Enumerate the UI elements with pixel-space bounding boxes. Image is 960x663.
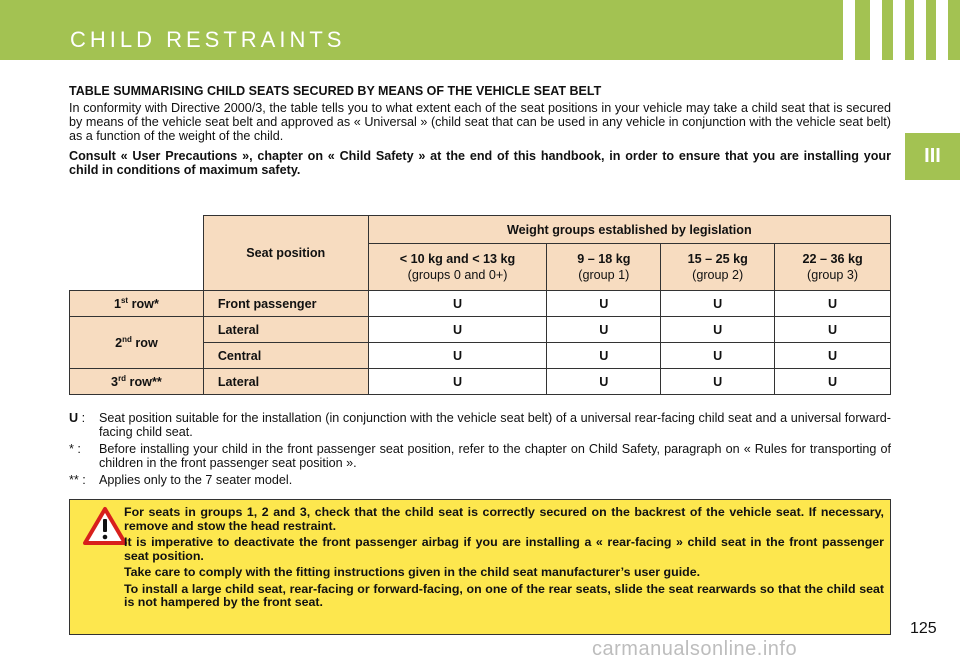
note-item (69, 442, 891, 470)
seat-label: Central (203, 343, 368, 369)
header-stripe (893, 0, 905, 60)
table-cell: U (775, 317, 891, 343)
page-number: 125 (910, 620, 937, 637)
warning-triangle-icon (82, 506, 128, 546)
table-cell: U (547, 317, 661, 343)
table-cell: U (661, 369, 775, 395)
table-cell: U (775, 369, 891, 395)
table-cell: U (661, 343, 775, 369)
note-key: * : (69, 442, 81, 456)
section-heading: TABLE SUMMARISING CHILD SEATS SECURED BY MEANS OF THE VEHICLE SEAT BELT (69, 84, 602, 98)
seat-position-header: Seat position (203, 216, 368, 291)
header-stripe (870, 0, 882, 60)
note-item (69, 411, 891, 439)
group-header: 15 – 25 kg (group 2) (661, 244, 775, 291)
chapter-tab: III (905, 133, 960, 180)
row-label: 3rd row** (70, 369, 204, 395)
intro-paragraph: In conformity with Directive 2000/3, the table tells you to what extent each of the seat positions in your vehicle may take a child seat that is secured by means of the vehicle seat belt and approved as « Universal » (child seat that can be used in any vehicle in conjunction with the vehicle seat belt) as a function of the weight of the child. (69, 101, 891, 143)
table-notes (69, 411, 891, 490)
header-stripe (936, 0, 948, 60)
table-cell: U (547, 291, 661, 317)
warning-line: Take care to comply with the fitting instructions given in the child seat manufacturer’s user guide. (124, 565, 701, 579)
note-text: Seat position suitable for the installation (in conjunction with the vehicle seat belt) of a universal rear-facing child seat and a universal forward-facing child seat. (99, 411, 891, 439)
note-item (69, 473, 891, 487)
warning-box (69, 499, 891, 635)
table-cell: U (368, 317, 547, 343)
child-seat-table (69, 215, 891, 395)
row-label: 2nd row (70, 317, 204, 369)
table-cell: U (368, 291, 547, 317)
table-cell: U (547, 343, 661, 369)
table-corner-blank (70, 216, 204, 291)
table-cell: U (368, 369, 547, 395)
table-cell: U (368, 343, 547, 369)
table-row (70, 317, 891, 343)
table-cell: U (547, 369, 661, 395)
page-header-bar (0, 0, 960, 60)
warning-text (124, 506, 884, 613)
note-text: Before installing your child in the front passenger seat position, refer to the chapter on Child Safety, paragraph on « Rules for transporting of children in the front passenger seat position ». (99, 442, 891, 470)
table-row (70, 369, 891, 395)
row-label: 1st row* (70, 291, 204, 317)
note-key: ** : (69, 473, 86, 487)
seat-label: Lateral (203, 369, 368, 395)
warning-line: To install a large child seat, rear-facing or forward-facing, on one of the rear seats, slide the seat rearwards so that the child seat is not hampered by the front seat. (124, 581, 884, 609)
group-header: < 10 kg and < 13 kg (groups 0 and 0+) (368, 244, 547, 291)
watermark: carmanualsonline.info (592, 638, 798, 660)
group-header: 9 – 18 kg (group 1) (547, 244, 661, 291)
note-key: U : (69, 411, 86, 425)
table-cell: U (775, 343, 891, 369)
warning-line: It is imperative to deactivate the front passenger airbag if you are installing a « rear-facing » child seat in the front passenger seat position. (124, 535, 884, 563)
note-text: Applies only to the 7 seater model. (99, 473, 293, 487)
page-title: CHILD RESTRAINTS (70, 27, 346, 52)
table-cell: U (661, 317, 775, 343)
header-stripe (843, 0, 855, 60)
table-cell: U (775, 291, 891, 317)
header-stripe (914, 0, 926, 60)
seat-label: Lateral (203, 317, 368, 343)
consult-paragraph: Consult « User Precautions », chapter on « Child Safety » at the end of this handbook, in order to ensure that you are installing your child in conditions of maximum safety. (69, 149, 891, 177)
warning-line: For seats in groups 1, 2 and 3, check that the child seat is correctly secured on the backrest of the vehicle seat. If necessary, remove and stow the head restraint. (124, 505, 884, 533)
group-header: 22 – 36 kg (group 3) (775, 244, 891, 291)
seat-label: Front passenger (203, 291, 368, 317)
table-cell: U (661, 291, 775, 317)
table-row (70, 291, 891, 317)
weight-groups-header: Weight groups established by legislation (368, 216, 890, 244)
